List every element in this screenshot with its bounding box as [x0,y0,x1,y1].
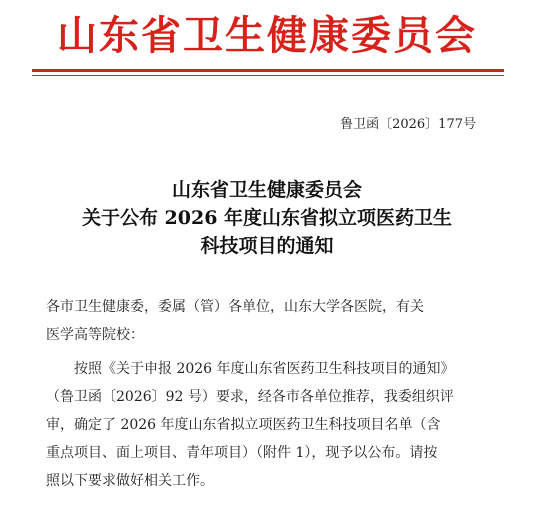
addressee-line-2: 医学高等院校： [46,327,144,343]
body-paragraph-line-1: 按照《关于申报 2026 年度山东省医药卫生科技项目的通知》 [74,361,455,377]
addressee-line-1: 各市卫生健康委，委属（管）各单位，山东大学各医院，有关 [46,299,424,315]
body-paragraph-line-3: 审，确定了 2026 年度山东省拟立项医药卫生科技项目名单（含 [46,417,441,433]
document-title-line-1: 山东省卫生健康委员会 [171,179,362,201]
document-title-line-2: 关于公布 2026 年度山东省拟立项医药卫生 [81,207,453,229]
document-title-line-3: 科技项目的通知 [200,235,334,257]
letterhead-red-rule-thin [32,75,504,76]
letterhead-org-name: 山东省卫生健康委员会 [57,12,477,59]
body-paragraph-line-4: 重点项目、面上项目、青年项目）（附件 1），现予以公布。请按 [46,445,438,461]
document-number: 鲁卫函〔2026〕177号 [340,117,476,132]
body-paragraph-line-2: （鲁卫函〔2026〕92 号）要求，经各市各单位推荐，我委组织评 [46,389,454,405]
letterhead-red-rule-thick [32,69,504,72]
body-paragraph-line-5: 照以下要求做好相关工作。 [46,473,214,489]
